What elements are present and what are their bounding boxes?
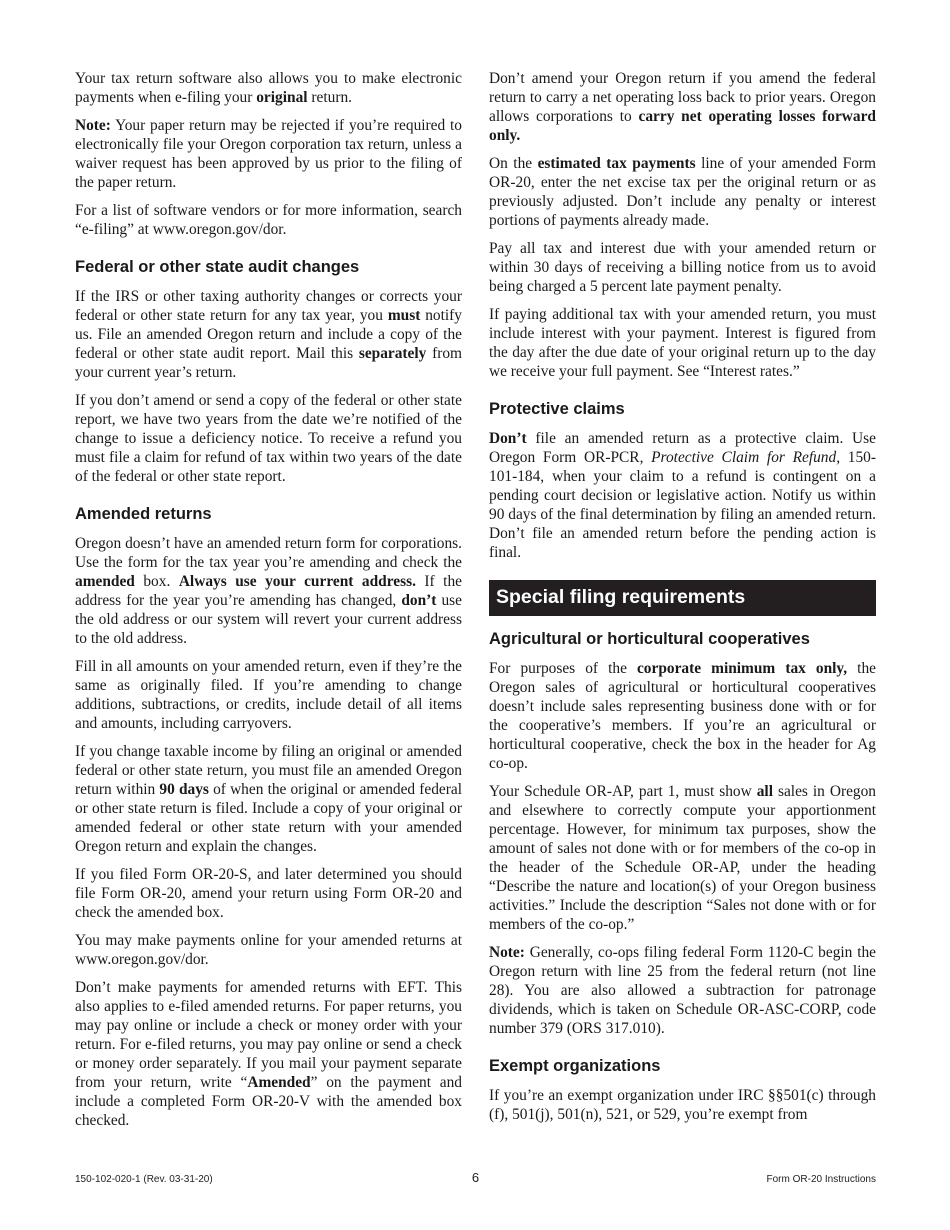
right-column — [489, 69, 876, 1133]
paragraph: You may make payments online for your amended returns at www.oregon.gov/dor. — [75, 932, 462, 968]
paragraph: Oregon doesn’t have an amended return form for corporations. Use the form for the tax year you’re amending and check the amended box. Always use your current address. If the address for the year you’re amending has changed, don’t use the old address or our system will revert your current address to the old address. — [75, 535, 462, 647]
paragraph: Don’t file an amended return as a protective claim. Use Oregon Form OR-PCR, Protective Claim for Refund, 150-101-184, when your claim to a refund is contingent on a pending court decision or legislative action. Notify us within 90 days of the final determination by filing an amended return. Don’t file an amended return before the pending action is final. — [489, 430, 877, 561]
section-heading-agricultural-cooperatives: Agricultural or horticultural cooperatives — [489, 630, 810, 648]
paragraph: If you filed Form OR-20-S, and later determined you should file Form OR-20, amend your return using Form OR-20 and check the amended box. — [75, 866, 462, 921]
note-paragraph: Note: Your paper return may be rejected if you’re required to electronically file your Oregon corporation tax return, unless a waiver request has been approved by us prior to the filing of the paper return. — [75, 117, 462, 191]
paragraph: For purposes of the corporate minimum tax only, the Oregon sales of agricultural or horticultural cooperatives doesn’t include sales representing business done with or for the cooperative’s members. If you’re an agricultural or horticultural cooperative, check the box in the header for Ag co-op. — [489, 660, 876, 772]
special-filing-banner: Special filing requirements — [489, 580, 876, 616]
page-number: 6 — [471, 1170, 480, 1185]
paragraph: If the IRS or other taxing authority changes or corrects your federal or other state return for any tax year, you must notify us. File an amended Oregon return and include a copy of the federal or other state audit report. Mail this separately from your current year’s return. — [75, 288, 462, 381]
note-paragraph: Note: Generally, co-ops filing federal Form 1120-C begin the Oregon return with line 25 from the federal return (not line 28). You are also allowed a subtraction for patronage dividends, which is taken on Schedule OR-ASC-CORP, code number 379 (ORS 317.010). — [489, 944, 876, 1037]
form-number: 150-102-020-1 (Rev. 03-31-20) — [75, 1174, 213, 1185]
paragraph: Your Schedule OR-AP, part 1, must show all sales in Oregon and elsewhere to correctly compute your apportionment percentage. However, for minimum tax purposes, show the amount of sales not done with or for members of the co-op in the header of the Schedule OR-AP, under the heading “Describe the nature and location(s) of your Oregon business activities.” Include the description “Sales not done with or for members of the co-op.” — [489, 783, 877, 933]
section-heading-amended-returns: Amended returns — [75, 505, 212, 523]
paragraph: Don’t make payments for amended returns with EFT. This also applies to e-filed amended returns. For paper returns, you may pay online or include a check or money order with your return. For e-filed returns, you may pay online or send a check or money order separately. If you mail your payment separate from your return, write “Amended” on the payment and include a completed Form OR-20-V with the amended box checked. — [75, 979, 462, 1129]
section-heading-audit-changes: Federal or other state audit changes — [75, 258, 360, 276]
page-footer — [75, 1172, 876, 1188]
section-heading-exempt-organizations: Exempt organizations — [489, 1057, 661, 1075]
section-heading-protective-claims: Protective claims — [489, 400, 625, 418]
footer-title: Form OR-20 Instructions — [766, 1174, 876, 1185]
paragraph: Your tax return software also allows you to make electronic payments when e-filing your original return. — [75, 70, 462, 106]
paragraph: For a list of software vendors or for more information, search “e-filing” at www.oregon.gov/dor. — [75, 202, 462, 238]
paragraph: If you don’t amend or send a copy of the federal or other state report, we have two years from the date we’re notified of the change to issue a deficiency notice. To receive a refund you must file a claim for refund of tax within two years of the date of the federal or other state report. — [75, 392, 462, 485]
left-column — [75, 69, 462, 1139]
paragraph: Fill in all amounts on your amended return, even if they’re the same as originally filed. If you’re amending to change additions, subtractions, or credits, include detail of all items and amounts, including carryovers. — [75, 658, 462, 732]
paragraph: If paying additional tax with your amended return, you must include interest with your payment. Interest is figured from the day after the due date of your original return up to the day we receive your full payment. See “Interest rates.” — [489, 306, 876, 380]
paragraph: Pay all tax and interest due with your amended return or within 30 days of receiving a billing notice from us to avoid being charged a 5 percent late payment penalty. — [489, 240, 876, 295]
paragraph: Don’t amend your Oregon return if you amend the federal return to carry a net operating loss back to prior years. Oregon allows corporations to carry net operating losses forward only. — [489, 70, 876, 144]
paragraph: On the estimated tax payments line of your amended Form OR-20, enter the net excise tax per the original return or as previously adjusted. Don’t include any penalty or interest portions of payments already made. — [489, 155, 876, 229]
paragraph: If you’re an exempt organization under IRC §§501(c) through (f), 501(j), 501(n), 521, or 529, you’re exempt from — [489, 1087, 876, 1123]
paragraph: If you change taxable income by filing an original or amended federal or other state return, you must file an amended Oregon return within 90 days of when the original or amended federal or other state return is filed. Include a copy of your original or amended federal or other state return with your amended Oregon return and explain the changes. — [75, 743, 462, 855]
